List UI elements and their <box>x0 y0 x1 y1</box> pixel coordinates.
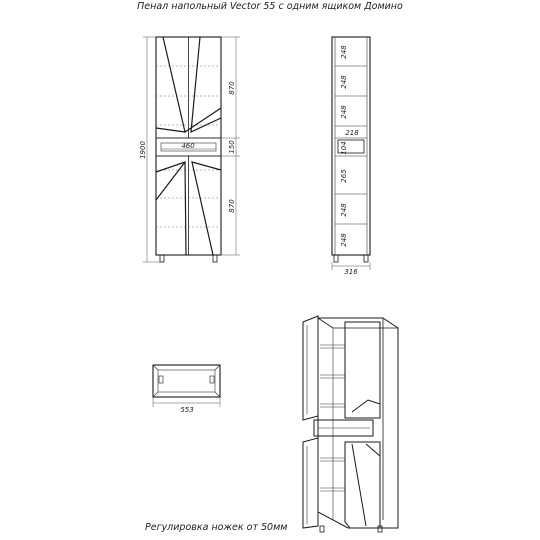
iso-door-upper-decor <box>352 400 380 412</box>
dim-depth: 316 <box>344 268 358 276</box>
iso-leg-left <box>320 526 324 532</box>
dim-shelf-4: 265 <box>340 169 348 183</box>
dim-shelf-5: 248 <box>340 203 348 217</box>
dim-shelf-2: 248 <box>340 75 348 89</box>
iso-body-outline <box>318 318 398 528</box>
dim-shelf-6: 248 <box>340 233 348 247</box>
dim-total-height: 1900 <box>139 141 147 159</box>
top-view <box>153 365 220 414</box>
iso-shelves-upper <box>320 345 345 407</box>
top-runner-left <box>159 376 163 383</box>
side-leg-right <box>364 255 368 262</box>
dim-drawer-width: 460 <box>181 142 195 150</box>
dim-drawer-depth: 218 <box>345 129 359 137</box>
front-view <box>139 37 240 262</box>
dim-shelf-1: 248 <box>340 45 348 59</box>
top-runner-right <box>210 376 214 383</box>
front-leg-right <box>213 255 217 262</box>
iso-door-lower-decor <box>352 444 380 526</box>
dim-width: 553 <box>180 406 194 414</box>
dim-drawer-height: 150 <box>228 140 236 154</box>
dim-upper-door: 870 <box>228 81 236 95</box>
dim-shelf-3: 248 <box>340 105 348 119</box>
iso-door-upper-left <box>303 316 318 420</box>
isometric-view <box>303 316 398 532</box>
dim-drawer-h: 104 <box>340 141 348 155</box>
iso-shelves-lower <box>320 458 345 491</box>
iso-door-lower-right <box>345 442 380 528</box>
side-leg-left <box>334 255 338 262</box>
dim-lower-door: 870 <box>228 199 236 213</box>
front-leg-left <box>160 255 164 262</box>
side-view <box>332 37 370 276</box>
drawing-title: Пенал напольный Vector 55 с одним ящиком Домино <box>137 1 403 12</box>
top-inner <box>158 370 215 392</box>
footnote: Регулировка ножек от 50мм <box>145 522 288 533</box>
iso-door-lower-left <box>303 438 318 528</box>
